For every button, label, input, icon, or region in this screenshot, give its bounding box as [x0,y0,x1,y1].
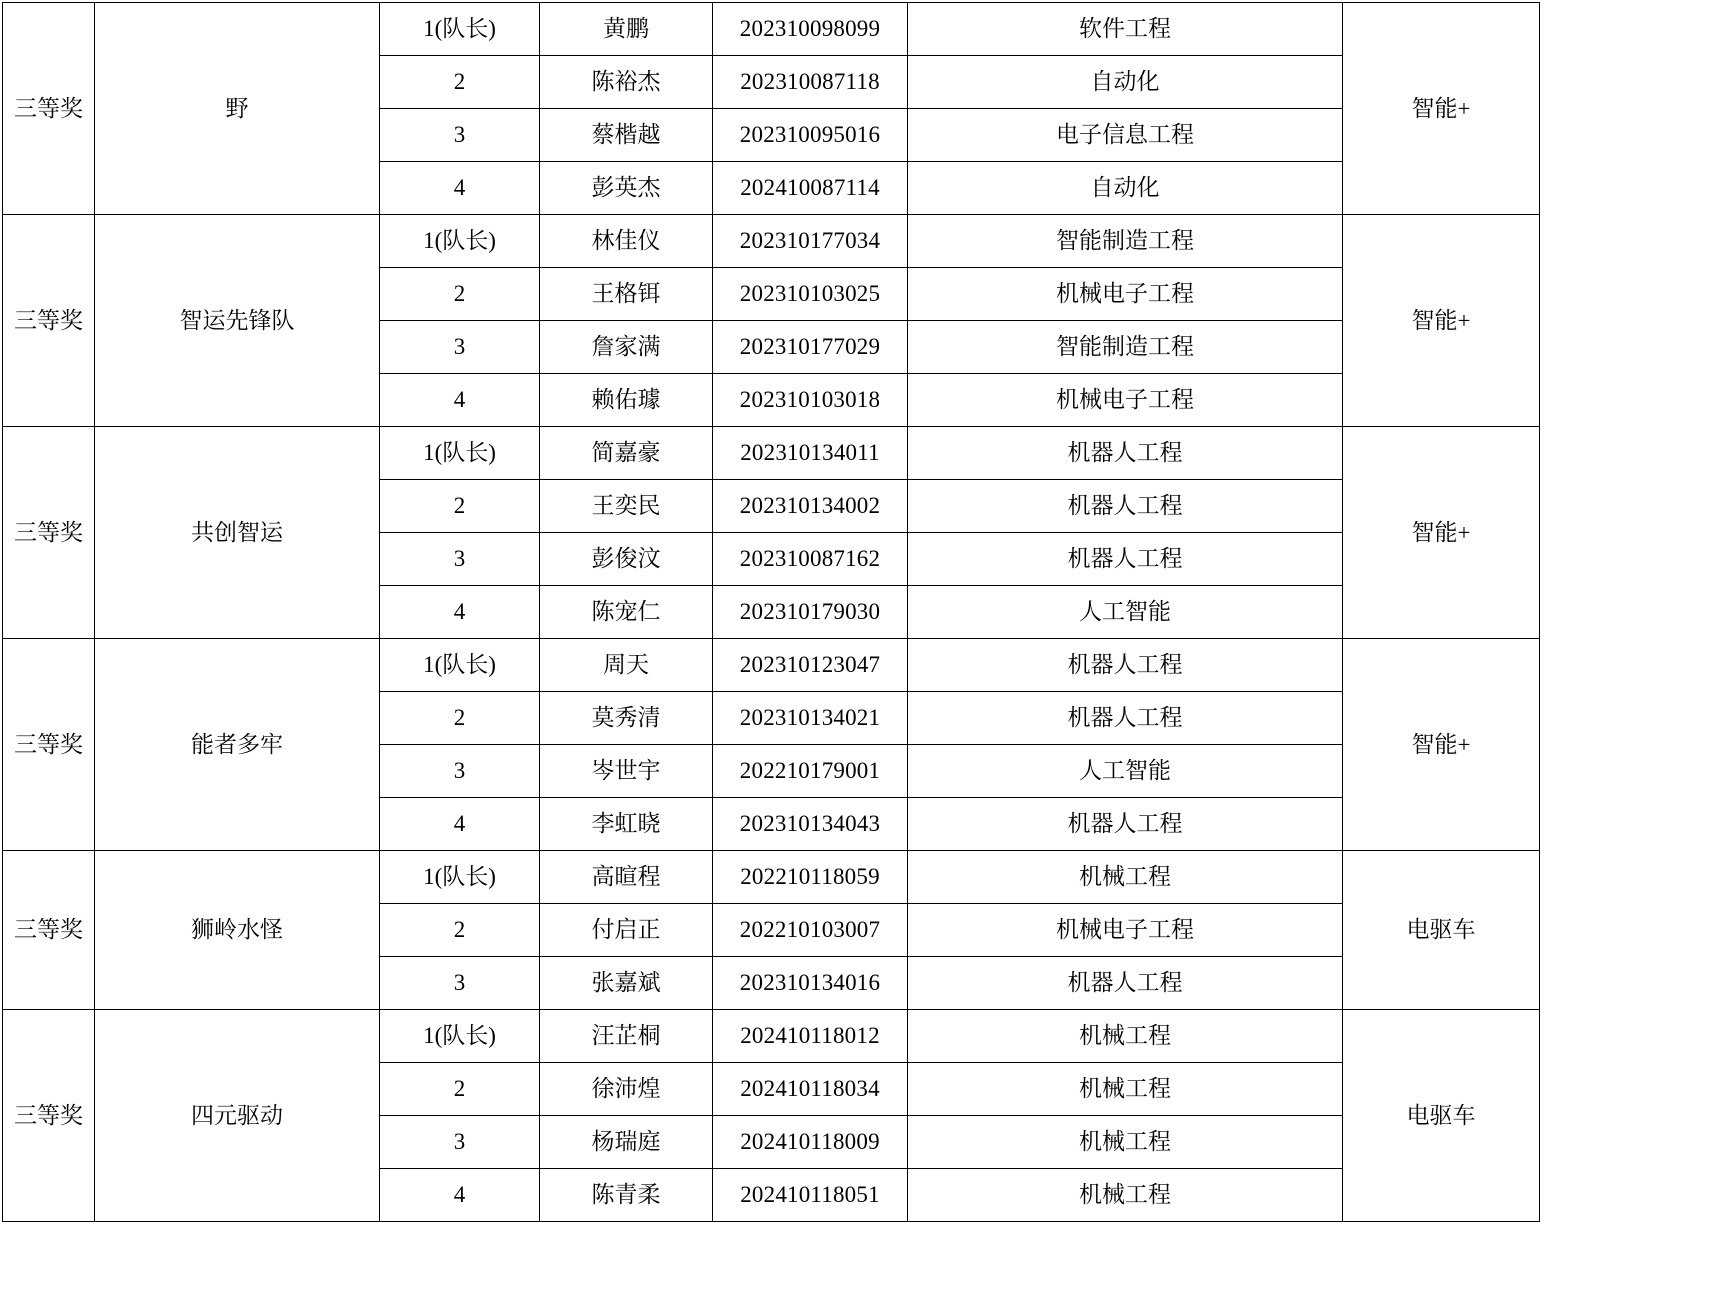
major-cell: 机械工程 [908,1116,1343,1169]
major-cell: 电子信息工程 [908,109,1343,162]
member-name-cell: 蔡楷越 [540,109,713,162]
student-id-cell: 202310134021 [713,692,908,745]
table-row [3,1010,1540,1063]
member-number-cell: 4 [380,374,540,427]
team-name-cell: 野 [95,3,380,215]
document-page [0,2,1710,1297]
member-number-cell: 2 [380,268,540,321]
major-cell: 机器人工程 [908,533,1343,586]
student-id-cell: 202310098099 [713,3,908,56]
member-name-cell: 徐沛煌 [540,1063,713,1116]
member-number-cell: 3 [380,109,540,162]
member-name-cell: 李虹晓 [540,798,713,851]
student-id-cell: 202310095016 [713,109,908,162]
student-id-cell: 202310087118 [713,56,908,109]
member-name-cell: 杨瑞庭 [540,1116,713,1169]
award-cell: 三等奖 [3,851,95,1010]
member-name-cell: 张嘉斌 [540,957,713,1010]
major-cell: 机器人工程 [908,798,1343,851]
major-cell: 智能制造工程 [908,215,1343,268]
member-name-cell: 王格铒 [540,268,713,321]
student-id-cell: 202310134011 [713,427,908,480]
major-cell: 机器人工程 [908,692,1343,745]
major-cell: 机械电子工程 [908,374,1343,427]
member-name-cell: 林佳仪 [540,215,713,268]
table-row [3,427,1540,480]
member-number-cell: 4 [380,798,540,851]
track-cell: 智能+ [1343,3,1540,215]
award-results-table [2,2,1540,1222]
member-number-cell: 1(队长) [380,1010,540,1063]
major-cell: 机器人工程 [908,957,1343,1010]
member-number-cell: 1(队长) [380,639,540,692]
student-id-cell: 202310103018 [713,374,908,427]
track-cell: 智能+ [1343,215,1540,427]
team-name-cell: 共创智运 [95,427,380,639]
team-name-cell: 狮岭水怪 [95,851,380,1010]
member-number-cell: 2 [380,480,540,533]
major-cell: 自动化 [908,162,1343,215]
member-name-cell: 付启正 [540,904,713,957]
member-name-cell: 陈裕杰 [540,56,713,109]
member-number-cell: 3 [380,957,540,1010]
student-id-cell: 202310134043 [713,798,908,851]
major-cell: 自动化 [908,56,1343,109]
major-cell: 机械工程 [908,1063,1343,1116]
member-number-cell: 1(队长) [380,851,540,904]
member-name-cell: 赖佑璩 [540,374,713,427]
table-row [3,3,1540,56]
student-id-cell: 202310134002 [713,480,908,533]
major-cell: 人工智能 [908,586,1343,639]
member-name-cell: 彭英杰 [540,162,713,215]
member-number-cell: 2 [380,904,540,957]
student-id-cell: 202310087162 [713,533,908,586]
student-id-cell: 202310177029 [713,321,908,374]
member-number-cell: 2 [380,692,540,745]
table-row [3,851,1540,904]
major-cell: 机械工程 [908,1169,1343,1222]
team-name-cell: 能者多牢 [95,639,380,851]
award-cell: 三等奖 [3,427,95,639]
award-cell: 三等奖 [3,3,95,215]
member-number-cell: 3 [380,533,540,586]
member-name-cell: 彭俊汶 [540,533,713,586]
major-cell: 机械电子工程 [908,268,1343,321]
member-name-cell: 陈青柔 [540,1169,713,1222]
student-id-cell: 202310177034 [713,215,908,268]
member-name-cell: 詹家满 [540,321,713,374]
member-name-cell: 高暄程 [540,851,713,904]
member-number-cell: 3 [380,745,540,798]
member-number-cell: 2 [380,56,540,109]
member-number-cell: 1(队长) [380,427,540,480]
member-number-cell: 2 [380,1063,540,1116]
track-cell: 智能+ [1343,427,1540,639]
major-cell: 机械工程 [908,1010,1343,1063]
team-name-cell: 四元驱动 [95,1010,380,1222]
member-name-cell: 莫秀清 [540,692,713,745]
table-row [3,639,1540,692]
major-cell: 机器人工程 [908,639,1343,692]
student-id-cell: 202410118051 [713,1169,908,1222]
award-cell: 三等奖 [3,1010,95,1222]
student-id-cell: 202210179001 [713,745,908,798]
major-cell: 人工智能 [908,745,1343,798]
award-cell: 三等奖 [3,639,95,851]
member-name-cell: 汪芷桐 [540,1010,713,1063]
student-id-cell: 202310123047 [713,639,908,692]
track-cell: 电驱车 [1343,1010,1540,1222]
track-cell: 电驱车 [1343,851,1540,1010]
member-name-cell: 王奕民 [540,480,713,533]
major-cell: 智能制造工程 [908,321,1343,374]
student-id-cell: 202410118034 [713,1063,908,1116]
student-id-cell: 202310134016 [713,957,908,1010]
member-number-cell: 4 [380,586,540,639]
major-cell: 软件工程 [908,3,1343,56]
major-cell: 机械工程 [908,851,1343,904]
major-cell: 机器人工程 [908,427,1343,480]
member-name-cell: 简嘉豪 [540,427,713,480]
student-id-cell: 202310179030 [713,586,908,639]
student-id-cell: 202210103007 [713,904,908,957]
award-cell: 三等奖 [3,215,95,427]
student-id-cell: 202410118009 [713,1116,908,1169]
student-id-cell: 202410118012 [713,1010,908,1063]
member-number-cell: 1(队长) [380,215,540,268]
member-name-cell: 黄鹏 [540,3,713,56]
member-number-cell: 3 [380,1116,540,1169]
member-number-cell: 4 [380,1169,540,1222]
member-name-cell: 周天 [540,639,713,692]
track-cell: 智能+ [1343,639,1540,851]
member-number-cell: 3 [380,321,540,374]
member-number-cell: 4 [380,162,540,215]
table-row [3,215,1540,268]
student-id-cell: 202310103025 [713,268,908,321]
student-id-cell: 202210118059 [713,851,908,904]
member-number-cell: 1(队长) [380,3,540,56]
student-id-cell: 202410087114 [713,162,908,215]
member-name-cell: 陈宠仁 [540,586,713,639]
major-cell: 机械电子工程 [908,904,1343,957]
team-name-cell: 智运先锋队 [95,215,380,427]
member-name-cell: 岑世宇 [540,745,713,798]
major-cell: 机器人工程 [908,480,1343,533]
